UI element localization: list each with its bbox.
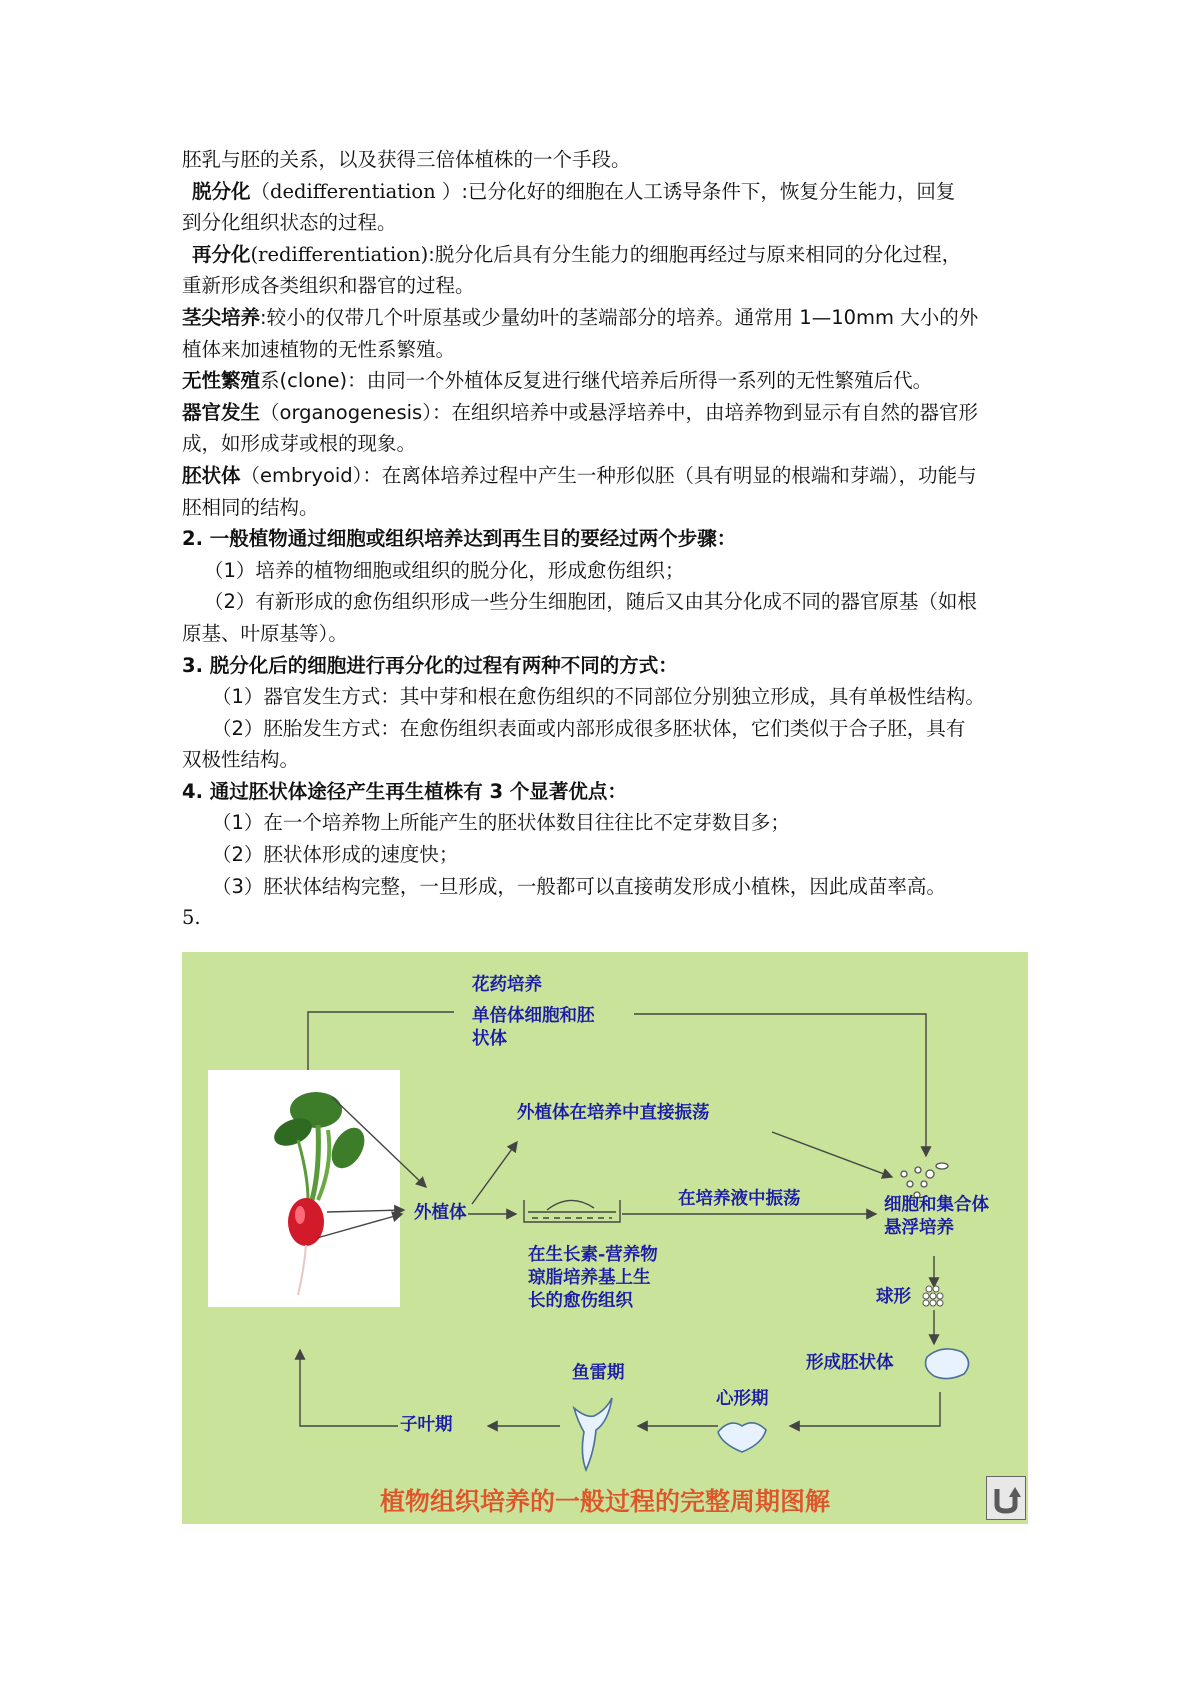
definition-text: 系(clone)：由同一个外植体反复进行继代培养后所得一系列的无性繁殖后代。 <box>260 369 933 393</box>
list-item: （3）胚状体结构完整，一旦形成，一般都可以直接萌发形成小植株，因此成苗率高。 <box>212 874 946 898</box>
label-embryoid: 形成胚状体 <box>806 1353 894 1373</box>
globular-embryo-icon <box>923 1286 943 1306</box>
label-direct-shake: 外植体在培养中直接振荡 <box>517 1103 710 1123</box>
cell-cluster-icon <box>901 1163 948 1198</box>
definition-text: :脱分化后具有分生能力的细胞再经过与原来相同的分化过程， <box>428 242 962 266</box>
return-arrow-icon <box>987 1477 1025 1519</box>
label-callus-b: 琼脂培养基上生 <box>528 1268 651 1288</box>
term-organogenesis: 器官发生 <box>182 400 261 424</box>
list-item-cont: 原基、叶原基等）。 <box>182 621 348 645</box>
heading-4: 4. 通过胚状体途径产生再生植株有 3 个显著优点： <box>182 779 627 803</box>
label-haploid-b: 状体 <box>472 1029 507 1049</box>
tissue-culture-diagram <box>182 952 1028 1524</box>
term-clone: 无性繁殖 <box>182 369 261 393</box>
return-button[interactable] <box>986 1476 1026 1520</box>
list-item: （1）器官发生方式：其中芽和根在愈伤组织的不同部位分别独立形成，具有单极性结构。 <box>212 685 985 709</box>
definition-embryoid-cont: 胚相同的结构。 <box>182 495 319 519</box>
label-heart: 心形期 <box>716 1389 769 1409</box>
heart-embryo-shape <box>718 1423 766 1452</box>
term-dedifferentiation: 脱分化 <box>192 179 251 203</box>
heading-2: 2. 一般植物通过细胞或组织培养达到再生目的要经过两个步骤： <box>182 527 737 551</box>
label-torpedo: 鱼雷期 <box>572 1363 625 1383</box>
label-explant: 外植体 <box>414 1203 467 1223</box>
label-globular: 球形 <box>876 1287 911 1307</box>
definition-dedifferentiation-cont: 到分化组织状态的过程。 <box>182 211 397 235</box>
paragraph-endosperm: 胚乳与胚的关系，以及获得三倍体植株的一个手段。 <box>182 148 631 171</box>
label-suspension-a: 细胞和集合体 <box>884 1195 989 1215</box>
definition-organogenesis <box>182 397 1032 429</box>
definition-text: :已分化好的细胞在人工诱导条件下，恢复分生能力，回复 <box>461 179 956 203</box>
definition-dedifferentiation <box>182 176 1032 208</box>
embryoid-shape <box>926 1349 969 1379</box>
label-liquid-shake: 在培养液中振荡 <box>678 1189 801 1209</box>
diagram-caption: 植物组织培养的一般过程的完整周期图解 <box>379 1487 830 1516</box>
list-item: （1）在一个培养物上所能产生的胚状体数目往往比不定芽数目多； <box>212 811 790 835</box>
label-haploid-a: 单倍体细胞和胚 <box>472 1006 595 1026</box>
torpedo-embryo-shape <box>574 1398 612 1470</box>
label-callus-a: 在生长素-营养物 <box>528 1245 658 1265</box>
definition-text: （embryoid）：在离体培养过程中产生一种形似胚（具有明显的根端和芽端），功能与 <box>240 463 977 487</box>
label-anther-culture: 花药培养 <box>472 975 542 995</box>
label-callus-c: 长的愈伤组织 <box>528 1291 633 1311</box>
list-item: （2）有新形成的愈伤组织形成一些分生细胞团，随后又由其分化成不同的器官原基（如根 <box>204 590 977 614</box>
list-item: （1）培养的植物细胞或组织的脱分化，形成愈伤组织； <box>204 558 685 582</box>
label-cotyledon: 子叶期 <box>400 1415 453 1435</box>
definition-shoot-tip <box>182 302 1032 334</box>
term-en: (redifferentiation) <box>250 242 429 266</box>
petri-dish-icon <box>524 1200 620 1222</box>
term-en: （dedifferentiation ） <box>250 179 462 203</box>
definition-embryoid <box>182 460 1032 492</box>
label-suspension-b: 悬浮培养 <box>884 1218 954 1238</box>
term-embryoid: 胚状体 <box>182 463 241 487</box>
term-shoot-tip: 茎尖培养 <box>182 305 261 329</box>
definition-clone <box>182 365 1032 397</box>
list-item: （2）胚胎发生方式：在愈伤组织表面或内部形成很多胚状体，它们类似于合子胚，具有 <box>212 716 966 740</box>
term-redifferentiation: 再分化 <box>192 242 251 266</box>
definition-redifferentiation-cont: 重新形成各类组织和器官的过程。 <box>182 274 475 298</box>
definition-text: :较小的仅带几个叶原基或少量幼叶的茎端部分的培养。通常用 1—10mm 大小的外 <box>260 305 979 329</box>
definition-redifferentiation <box>182 239 1032 271</box>
list-item-cont: 双极性结构。 <box>182 748 300 772</box>
definition-shoot-tip-cont: 植体来加速植物的无性系繁殖。 <box>182 337 456 361</box>
definition-organogenesis-cont: 成，如形成芽或根的现象。 <box>182 432 417 456</box>
list-item: （2）胚状体形成的速度快； <box>212 843 459 867</box>
heading-3: 3. 脱分化后的细胞进行再分化的过程有两种不同的方式： <box>182 653 678 677</box>
document-body <box>182 144 1032 934</box>
definition-text: （organogenesis）：在组织培养中或悬浮培养中，由培养物到显示有自然的器官形 <box>260 400 978 424</box>
heading-5: 5. <box>182 906 201 930</box>
